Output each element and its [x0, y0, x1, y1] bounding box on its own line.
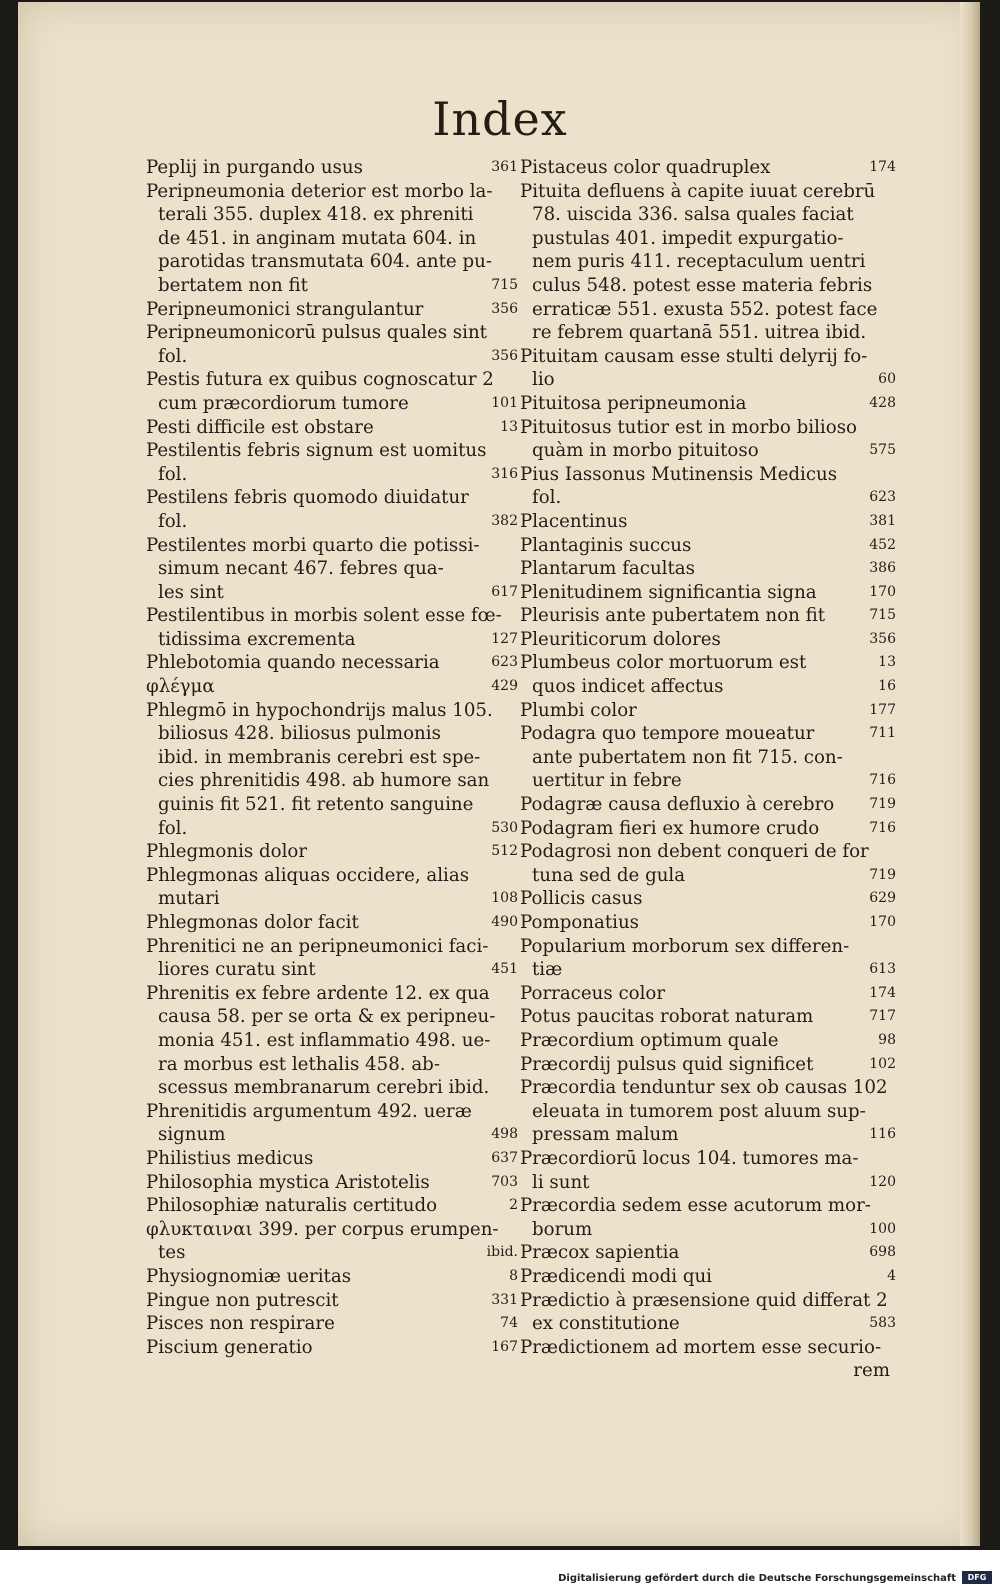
index-entry: [520, 1076, 896, 1100]
index-entry-page-number: 13: [878, 654, 896, 671]
index-entry: [520, 581, 896, 605]
index-entry: [520, 769, 896, 793]
index-entry-page-number: 382: [491, 512, 518, 529]
index-entry: [520, 651, 896, 675]
index-entry: [520, 274, 896, 298]
index-entry: [146, 1123, 518, 1147]
index-entry-text: Pingue non putrescit: [146, 1289, 339, 1311]
index-entry-text: ex constitutione: [532, 1313, 680, 1335]
index-entry-page-number: 715: [869, 607, 896, 624]
index-entry-text: Peripneumonici strangulantur: [146, 298, 424, 320]
index-entry: [520, 1005, 896, 1029]
index-entry-text: signum: [158, 1124, 226, 1146]
index-entry-text: Præcox sapientia: [520, 1242, 680, 1264]
index-entry-text: Pesti difficile est obstare: [146, 416, 374, 438]
index-entry: [520, 534, 896, 558]
index-entry-page-number: 381: [869, 512, 896, 529]
index-entry-page-number: 98: [878, 1031, 896, 1048]
index-entry-text: les sint: [158, 581, 224, 603]
index-entry: [146, 1171, 518, 1195]
index-entry: [146, 722, 518, 746]
index-entry-page-number: 698: [869, 1244, 896, 1261]
index-entry: [146, 935, 518, 959]
index-entry-text: Podagræ causa defluxio à cerebro: [520, 794, 835, 816]
index-entry-text: lio: [532, 369, 555, 391]
index-entry-page-number: 108: [491, 890, 518, 907]
index-entry: [146, 1053, 518, 1077]
index-entry-text: Philosophiæ naturalis certitudo: [146, 1195, 438, 1217]
index-entry-page-number: 451: [491, 961, 518, 978]
index-entry-text: Philistius medicus: [146, 1147, 314, 1169]
index-entry: [520, 935, 896, 959]
index-entry-text: Phrenitidis argumentum 492. ueræ: [146, 1100, 472, 1122]
index-entry: [146, 769, 518, 793]
index-entry-page-number: 617: [491, 583, 518, 600]
index-entry-text: Peplij in purgando usus: [146, 157, 363, 178]
index-entry-page-number: ibid.: [486, 1244, 518, 1261]
index-entry-page-number: 120: [869, 1173, 896, 1190]
index-entry: [146, 1336, 518, 1360]
index-entry-page-number: 8: [509, 1267, 518, 1284]
index-entry-text: fol.: [158, 345, 188, 367]
index-entry-text: Podagrosi non debent conqueri de for: [520, 841, 869, 863]
index-entry-text: Potus paucitas roborat naturam: [520, 1006, 814, 1028]
index-entry: [146, 911, 518, 935]
index-entry-page-number: 2: [509, 1197, 518, 1214]
index-entry-text: Podagram fieri ex humore crudo: [520, 817, 820, 839]
index-entry: [520, 1100, 896, 1124]
index-entry-text: Pestilentes morbi quarto die potissi-: [146, 534, 480, 556]
index-entry-page-number: 16: [878, 678, 896, 695]
index-entry: [520, 439, 896, 463]
index-entry-page-number: 4: [887, 1267, 896, 1284]
index-entry-page-number: 102: [869, 1055, 896, 1072]
index-entry: [146, 1029, 518, 1053]
index-entry: [520, 227, 896, 251]
index-entry-text: Phlebotomia quando necessaria: [146, 652, 440, 674]
index-entry-page-number: 717: [869, 1008, 896, 1025]
index-entry-text: tidissima excrementa: [158, 628, 356, 650]
index-entry: [520, 298, 896, 322]
index-entry-page-number: 331: [491, 1291, 518, 1308]
index-entry: [520, 1194, 896, 1218]
index-entry: [146, 1265, 518, 1289]
index-entry: [520, 345, 896, 369]
index-entry: [146, 227, 518, 251]
index-entry-text: Pituitosus tutior est in morbo bilioso: [520, 416, 857, 438]
index-entry-text: Præcordij pulsus quid significet: [520, 1053, 814, 1075]
index-entry: [520, 368, 896, 392]
index-entry: [146, 840, 518, 864]
index-entry: [520, 321, 896, 345]
index-entry-text: Pollicis casus: [520, 888, 643, 910]
index-entry-text: de 451. in anginam mutata 604. in: [158, 227, 477, 249]
index-entry: [146, 534, 518, 558]
index-entry-text: ante pubertatem non fit 715. con-: [532, 746, 843, 768]
index-entry: [146, 486, 518, 510]
index-entry-text: liores curatu sint: [158, 959, 316, 981]
footer-credit: Digitalisierung gefördert durch die Deutsche Forschungsgemeinschaft: [558, 1573, 956, 1584]
index-entry-text: Pituitosa peripneumonia: [520, 392, 747, 414]
index-entry: [520, 1171, 896, 1195]
index-entry: [146, 887, 518, 911]
index-entry-text: Præcordia tenduntur sex ob causas 102: [520, 1077, 888, 1099]
index-entry-page-number: 116: [869, 1126, 896, 1143]
index-entry: [520, 1359, 896, 1383]
index-entry-text: Præcordiorū locus 104. tumores ma-: [520, 1147, 859, 1169]
index-entry-page-number: 719: [869, 796, 896, 813]
index-entry: [146, 699, 518, 723]
index-entry: [520, 1123, 896, 1147]
index-entry: [520, 463, 896, 487]
index-entry-page-number: 583: [869, 1315, 896, 1332]
index-entry: [146, 1289, 518, 1313]
index-entry: [146, 416, 518, 440]
index-entry: [146, 392, 518, 416]
index-entry: [146, 557, 518, 581]
index-entry-page-number: 716: [869, 772, 896, 789]
index-entry: [146, 1076, 518, 1100]
index-entry: [146, 817, 518, 841]
index-entry-page-number: 361: [491, 159, 518, 175]
index-entry-page-number: 637: [491, 1149, 518, 1166]
index-entry-text: Phlegmō in hypochondrijs malus 105.: [146, 699, 493, 721]
index-entry-text: Peripneumonicorū pulsus quales sint: [146, 322, 487, 344]
index-entry: [520, 958, 896, 982]
index-entry-text: causa 58. per se orta & ex peripneu-: [158, 1006, 496, 1028]
index-entry-text: Pleuriticorum dolores: [520, 628, 721, 650]
index-entry-text: Plumbi color: [520, 699, 637, 721]
index-entry-text: scessus membranarum cerebri ibid.: [158, 1077, 490, 1099]
index-entry-page-number: 623: [491, 654, 518, 671]
index-entry-text: tiæ: [532, 959, 563, 981]
index-entry-text: tuna sed de gula: [532, 864, 686, 886]
index-entry: [520, 1053, 896, 1077]
index-entry-text: ibid. in membranis cerebri est spe-: [158, 746, 481, 768]
index-entry-text: cum præcordiorum tumore: [158, 392, 409, 414]
index-entry: [146, 864, 518, 888]
page-title: Index: [432, 92, 568, 146]
index-entry-text: quos indicet affectus: [532, 676, 724, 698]
index-entry-page-number: 530: [491, 819, 518, 836]
index-entry: [146, 250, 518, 274]
index-entry: [520, 557, 896, 581]
index-entry: [520, 699, 896, 723]
index-column-left: [146, 156, 518, 1359]
page-edge-shadow: [960, 2, 980, 1546]
index-entry-text: tes: [158, 1242, 186, 1264]
index-entry-page-number: 716: [869, 819, 896, 836]
index-entry: [146, 180, 518, 204]
index-entry-text: simum necant 467. febres qua-: [158, 558, 444, 580]
index-entry: [520, 722, 896, 746]
index-entry: [520, 1147, 896, 1171]
index-entry-text: Præcordium optimum quale: [520, 1029, 779, 1051]
index-entry-text: φλέγμα: [146, 676, 215, 698]
index-entry-page-number: 719: [869, 866, 896, 883]
index-entry: [520, 180, 896, 204]
index-entry-text: Peripneumonia deterior est morbo la-: [146, 180, 493, 202]
index-entry-page-number: 498: [491, 1126, 518, 1143]
index-entry: [146, 345, 518, 369]
index-entry-page-number: 575: [869, 442, 896, 459]
index-entry-text: Phlegmonis dolor: [146, 841, 308, 863]
index-entry: [146, 581, 518, 605]
index-entry-page-number: 512: [491, 843, 518, 860]
index-entry: [146, 298, 518, 322]
index-entry: [520, 746, 896, 770]
index-entry-text: biliosus 428. biliosus pulmonis: [158, 723, 441, 745]
index-entry-page-number: 170: [869, 914, 896, 930]
index-entry-page-number: 386: [869, 560, 896, 577]
index-entry-page-number: 428: [869, 394, 896, 411]
index-entry: [146, 321, 518, 345]
index-entry: [146, 368, 518, 392]
index-entry: [520, 156, 896, 180]
index-entry: [520, 604, 896, 628]
index-entry-text: Prædictio à præsensione quid differat 2: [520, 1289, 888, 1311]
index-entry: [146, 510, 518, 534]
index-entry-text: Phlegmonas dolor facit: [146, 912, 359, 933]
index-entry: [520, 1241, 896, 1265]
index-entry-text: fol.: [158, 817, 188, 839]
index-entry: [146, 156, 518, 180]
index-entry-text: Pestilens febris quomodo diuidatur: [146, 487, 469, 509]
index-entry-text: culus 548. potest esse materia febris: [532, 274, 873, 296]
index-entry: [520, 1218, 896, 1242]
index-entry-text: pressam malum: [532, 1124, 679, 1146]
index-entry-text: Pleurisis ante pubertatem non fit: [520, 605, 826, 627]
dfg-logo: DFG: [962, 1571, 992, 1584]
index-entry-text: mutari: [158, 888, 220, 910]
index-entry: [146, 604, 518, 628]
index-entry: [520, 911, 896, 935]
index-entry: [520, 1265, 896, 1289]
index-entry-text: Plantarum facultas: [520, 558, 695, 580]
index-entry-text: Piscium generatio: [146, 1336, 313, 1358]
index-entry: [146, 1218, 518, 1242]
index-entry: [520, 840, 896, 864]
index-entry-page-number: 613: [869, 961, 896, 978]
index-entry-text: fol.: [532, 487, 562, 509]
index-entry-page-number: 170: [869, 583, 896, 600]
index-column-right: [520, 156, 896, 1383]
index-entry-page-number: 356: [869, 630, 896, 647]
index-entry-page-number: 101: [491, 394, 518, 411]
index-entry-text: monia 451. est inflammatio 498. ue-: [158, 1029, 491, 1051]
index-entry-page-number: 356: [491, 300, 518, 317]
index-entry: [146, 746, 518, 770]
index-entry-text: erraticæ 551. exusta 552. potest face: [532, 298, 878, 320]
index-entry-text: guinis fit 521. fit retento sanguine: [158, 794, 474, 816]
index-entry: [146, 1194, 518, 1218]
index-entry: [520, 817, 896, 841]
index-entry-text: re febrem quartanā 551. uitrea ibid.: [532, 322, 867, 344]
index-entry: [146, 274, 518, 298]
index-entry-text: Plenitudinem significantia signa: [520, 581, 817, 603]
index-entry-text: fol.: [158, 463, 188, 485]
index-entry-text: Phrenitis ex febre ardente 12. ex qua: [146, 982, 490, 1004]
index-entry-text: Pistaceus color quadruplex: [520, 157, 771, 178]
index-entry-text: nem puris 411. receptaculum uentri: [532, 251, 866, 273]
index-entry: [520, 1289, 896, 1313]
index-entry-page-number: 316: [491, 465, 518, 482]
index-entry: [146, 1241, 518, 1265]
index-entry: [520, 486, 896, 510]
index-entry: [520, 675, 896, 699]
index-entry-page-number: 452: [869, 536, 896, 553]
index-entry: [520, 628, 896, 652]
index-entry-page-number: 13: [500, 418, 518, 435]
index-entry-page-number: 490: [491, 914, 518, 930]
index-entry: [520, 510, 896, 534]
index-entry-page-number: 177: [869, 701, 896, 718]
index-entry-page-number: 429: [491, 678, 518, 695]
index-entry-text: Podagra quo tempore moueatur: [520, 723, 815, 745]
index-entry: [146, 203, 518, 227]
index-entry-page-number: 623: [869, 489, 896, 506]
index-entry: [146, 1100, 518, 1124]
index-entry-text: Pomponatius: [520, 912, 640, 933]
index-entry-page-number: 703: [491, 1173, 518, 1190]
index-entry: [146, 628, 518, 652]
index-entry: [146, 1147, 518, 1171]
index-entry-text: Præcordia sedem esse acutorum mor-: [520, 1195, 871, 1217]
index-entry-page-number: 629: [869, 890, 896, 907]
index-entry: [146, 1005, 518, 1029]
index-entry-text: terali 355. duplex 418. ex phreniti: [158, 204, 474, 226]
index-entry-text: eleuata in tumorem post aluum sup-: [532, 1100, 866, 1122]
index-entry: [146, 793, 518, 817]
index-entry-text: Pestilentibus in morbis solent esse fœ-: [146, 605, 502, 627]
index-entry: [146, 1312, 518, 1336]
index-entry: [146, 982, 518, 1006]
index-entry-text: fol.: [158, 510, 188, 532]
index-entry-text: quàm in morbo pituitoso: [532, 440, 759, 462]
index-entry: [520, 250, 896, 274]
index-entry-page-number: 174: [869, 984, 896, 1001]
index-entry-text: Pituitam causam esse stulti delyrij fo-: [520, 345, 868, 367]
index-entry-text: Physiognomiæ ueritas: [146, 1265, 352, 1287]
index-entry: [146, 651, 518, 675]
index-entry-text: rem: [853, 1360, 890, 1382]
index-entry: [146, 463, 518, 487]
index-entry: [520, 1336, 896, 1360]
index-entry-text: ra morbus est lethalis 458. ab-: [158, 1053, 440, 1075]
index-entry: [520, 392, 896, 416]
index-entry-text: cies phrenitidis 498. ab humore san: [158, 770, 490, 792]
index-entry-page-number: 711: [869, 725, 896, 742]
index-entry: [146, 439, 518, 463]
index-entry-text: Plumbeus color mortuorum est: [520, 652, 807, 674]
index-entry-text: Phlegmonas aliquas occidere, alias: [146, 864, 470, 886]
index-entry-text: borum: [532, 1218, 593, 1240]
index-entry-text: uertitur in febre: [532, 770, 682, 792]
index-entry: [520, 416, 896, 440]
index-entry-text: Porraceus color: [520, 982, 666, 1004]
index-entry: [520, 864, 896, 888]
index-entry-page-number: 100: [869, 1220, 896, 1237]
index-entry-text: Philosophia mystica Aristotelis: [146, 1171, 430, 1193]
index-entry: [520, 887, 896, 911]
index-entry: [146, 675, 518, 699]
index-entry-text: Pestis futura ex quibus cognoscatur 2: [146, 369, 494, 391]
index-entry-page-number: 715: [491, 276, 518, 293]
index-entry-text: Placentinus: [520, 510, 628, 532]
index-entry-page-number: 167: [491, 1338, 518, 1355]
index-entry: [520, 1029, 896, 1053]
index-entry: [520, 982, 896, 1006]
index-entry-text: Pius Iassonus Mutinensis Medicus: [520, 463, 838, 485]
index-entry-text: li sunt: [532, 1171, 590, 1193]
index-entry-text: Pestilentis febris signum est uomitus: [146, 440, 487, 462]
index-entry-text: Pituita defluens à capite iuuat cerebrū: [520, 180, 876, 202]
index-entry-text: φλυκταιναι 399. per corpus erumpen-: [146, 1218, 499, 1240]
index-entry-text: parotidas transmutata 604. ante pu-: [158, 251, 492, 273]
index-entry-text: Pisces non respirare: [146, 1313, 335, 1335]
index-entry: [520, 203, 896, 227]
index-entry-text: bertatem non fit: [158, 274, 308, 296]
index-entry-text: Plantaginis succus: [520, 534, 692, 556]
index-entry: [146, 958, 518, 982]
index-entry-page-number: 127: [491, 630, 518, 647]
index-entry-page-number: 174: [869, 159, 896, 175]
index-entry: [520, 793, 896, 817]
index-entry-text: pustulas 401. impedit expurgatio-: [532, 227, 844, 249]
index-entry: [520, 1312, 896, 1336]
index-entry-text: 78. uiscida 336. salsa quales faciat: [532, 204, 854, 226]
index-entry-text: Popularium morborum sex differen-: [520, 935, 850, 957]
index-entry-text: Prædictionem ad mortem esse securio-: [520, 1336, 882, 1358]
index-entry-page-number: 356: [491, 347, 518, 364]
index-entry-text: Phrenitici ne an peripneumonici faci-: [146, 935, 489, 957]
index-entry-page-number: 60: [878, 371, 896, 388]
index-entry-text: Prædicendi modi qui: [520, 1265, 712, 1287]
index-entry-page-number: 74: [500, 1315, 518, 1332]
